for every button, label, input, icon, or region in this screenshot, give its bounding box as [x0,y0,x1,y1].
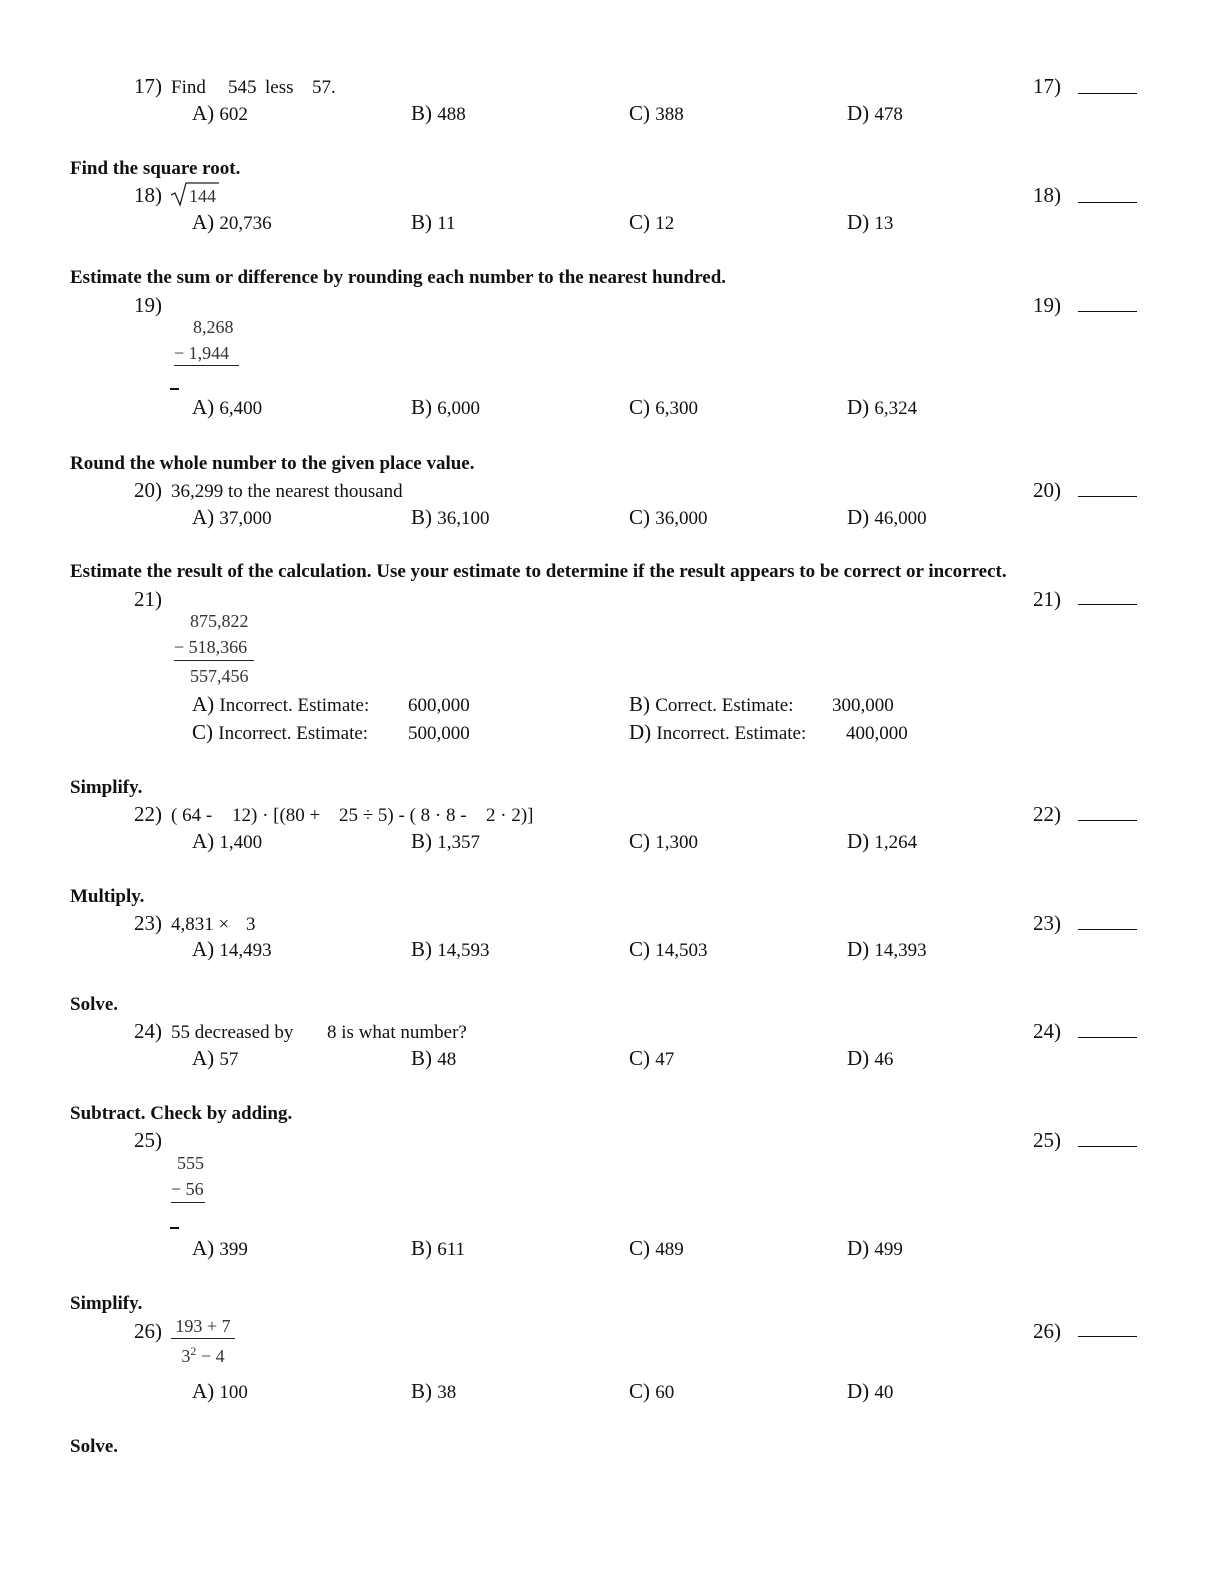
q25-option-a[interactable]: A) 399 [192,1236,248,1260]
answer-22-number: 22) [1033,802,1061,826]
q22-option-d[interactable]: D) 1,264 [847,829,918,853]
question-17-a: 545 [228,77,257,98]
q20-option-c[interactable]: C) 36,000 [629,505,708,529]
section-heading-subtract-check: Subtract. Check by adding. [70,1103,293,1124]
question-19-top-number: 8,268 [193,317,234,337]
q24-option-d[interactable]: D) 46 [847,1046,894,1070]
answer-23-blank[interactable] [1078,929,1137,930]
section-heading-solve-2: Solve. [70,1436,119,1457]
q19-option-c[interactable]: C) 6,300 [629,395,698,419]
question-17-b: 57. [312,77,336,98]
q20-option-a[interactable]: A) 37,000 [192,505,272,529]
q21-option-b-value: 300,000 [832,695,894,716]
q24-option-c[interactable]: C) 47 [629,1046,675,1070]
question-20-text: 36,299 to the nearest thousand [171,481,403,502]
q23-option-a[interactable]: A) 14,493 [192,937,272,961]
q24-option-a[interactable]: A) 57 [192,1046,239,1070]
q22-option-a[interactable]: A) 1,400 [192,829,263,853]
q26-option-b[interactable]: B) 38 [411,1379,457,1403]
q23-option-b[interactable]: B) 14,593 [411,937,490,961]
section-heading-multiply: Multiply. [70,886,145,907]
q22-option-c[interactable]: C) 1,300 [629,829,698,853]
section-heading-simplify: Simplify. [70,777,143,798]
q20-option-b[interactable]: B) 36,100 [411,505,490,529]
answer-20-number: 20) [1033,478,1061,502]
q18-option-c[interactable]: C) 12 [629,210,675,234]
q20-option-d[interactable]: D) 46,000 [847,505,927,529]
question-21-bottom-number: − 518,366 [174,637,248,657]
question-22-part-3: 25 ÷ 5) - ( 8 · 8 - [339,805,467,826]
question-18-radicand: 144 [189,186,216,206]
answer-19-number: 19) [1033,293,1061,317]
question-25-top-number: 555 [177,1153,204,1173]
answer-25-blank[interactable] [1078,1146,1137,1147]
q25-option-b[interactable]: B) 611 [411,1236,466,1260]
question-21-result: 557,456 [190,666,249,686]
answer-25-number: 25) [1033,1128,1061,1152]
question-21-underline [174,660,254,661]
q24-option-b[interactable]: B) 48 [411,1046,457,1070]
answer-26-number: 26) [1033,1319,1061,1343]
section-heading-estimate-rounding: Estimate the sum or difference by rounding each number to the nearest hundred. [70,267,727,288]
answer-24-blank[interactable] [1078,1037,1137,1038]
answer-19-blank[interactable] [1078,311,1137,312]
q19-option-d[interactable]: D) 6,324 [847,395,918,419]
q18-option-a[interactable]: A) 20,736 [192,210,272,234]
question-23-part-1: 4,831 × [171,914,230,935]
q19-option-b[interactable]: B) 6,000 [411,395,480,419]
answer-26-blank[interactable] [1078,1336,1137,1337]
question-22-part-4: 2 · 2)] [486,805,534,826]
answer-17-number: 17) [1033,74,1061,98]
question-26-denominator: $3^2 - 4$ [181,1344,225,1366]
q26-option-c[interactable]: C) 60 [629,1379,675,1403]
q18-option-d[interactable]: D) 13 [847,210,894,234]
question-19-number: 19) [134,293,162,317]
answer-24-number: 24) [1033,1019,1061,1043]
q23-option-c[interactable]: C) 14,503 [629,937,708,961]
question-23-part-2: 3 [246,914,256,935]
q23-option-d[interactable]: D) 14,393 [847,937,927,961]
answer-22-blank[interactable] [1078,820,1137,821]
question-23-number: 23) [134,911,162,935]
question-22-part-1: ( 64 - [171,805,213,826]
q21-option-c[interactable]: C) Incorrect. Estimate: [192,720,369,744]
question-19-underline [174,365,239,366]
q19-option-a[interactable]: A) 6,400 [192,395,263,419]
q18-option-b[interactable]: B) 11 [411,210,456,234]
question-21-top-number: 875,822 [190,611,249,631]
q17-option-c[interactable]: C) 388 [629,101,684,125]
answer-20-blank[interactable] [1078,496,1137,497]
answer-21-number: 21) [1033,587,1061,611]
section-heading-solve: Solve. [70,994,119,1015]
question-25-underline [171,1202,205,1203]
question-20-number: 20) [134,478,162,502]
q21-option-b[interactable]: B) Correct. Estimate: [629,692,794,716]
question-22-part-2: 12) · [(80 + [232,805,321,826]
section-heading-square-root: Find the square root. [70,158,241,179]
question-17-mid: less [265,77,294,98]
answer-17-blank[interactable] [1078,93,1137,94]
question-25-result-dash [170,1227,179,1229]
question-26-fraction [171,1317,235,1365]
q26-option-d[interactable]: D) 40 [847,1379,894,1403]
question-24-part-2: 8 is what number? [327,1022,467,1043]
answer-21-blank[interactable] [1078,604,1137,605]
answer-18-blank[interactable] [1078,202,1137,203]
q17-option-b[interactable]: B) 488 [411,101,466,125]
question-17-text: Find [171,77,206,98]
question-18-number: 18) [134,183,162,207]
q17-option-a[interactable]: A) 602 [192,101,248,125]
q21-option-a[interactable]: A) Incorrect. Estimate: [192,692,370,716]
section-heading-round-place-value: Round the whole number to the given place value. [70,453,475,474]
answer-18-number: 18) [1033,183,1061,207]
q25-option-d[interactable]: D) 499 [847,1236,903,1260]
q22-option-b[interactable]: B) 1,357 [411,829,480,853]
q26-option-a[interactable]: A) 100 [192,1379,248,1403]
q17-option-d[interactable]: D) 478 [847,101,903,125]
question-17-number: 17) [134,74,162,98]
section-heading-simplify-2: Simplify. [70,1293,143,1314]
question-22-number: 22) [134,802,162,826]
q21-option-d[interactable]: D) Incorrect. Estimate: [629,720,807,744]
q25-option-c[interactable]: C) 489 [629,1236,684,1260]
q21-option-a-value: 600,000 [408,695,470,716]
question-26-number: 26) [134,1319,162,1343]
question-24-part-1: 55 decreased by [171,1022,294,1043]
question-19-result-dash [170,388,179,390]
question-26-numerator: 193 + 7 [171,1317,235,1339]
q21-option-d-value: 400,000 [846,723,908,744]
q21-option-c-value: 500,000 [408,723,470,744]
question-24-number: 24) [134,1019,162,1043]
question-21-number: 21) [134,587,162,611]
question-25-number: 25) [134,1128,162,1152]
question-19-bottom-number: − 1,944 [174,343,230,363]
answer-23-number: 23) [1033,911,1061,935]
question-25-bottom-number: − 56 [171,1179,204,1199]
section-heading-estimate-calculation: Estimate the result of the calculation. Use your estimate to determine if the result appears to be correct or incorrect. [70,561,1007,582]
